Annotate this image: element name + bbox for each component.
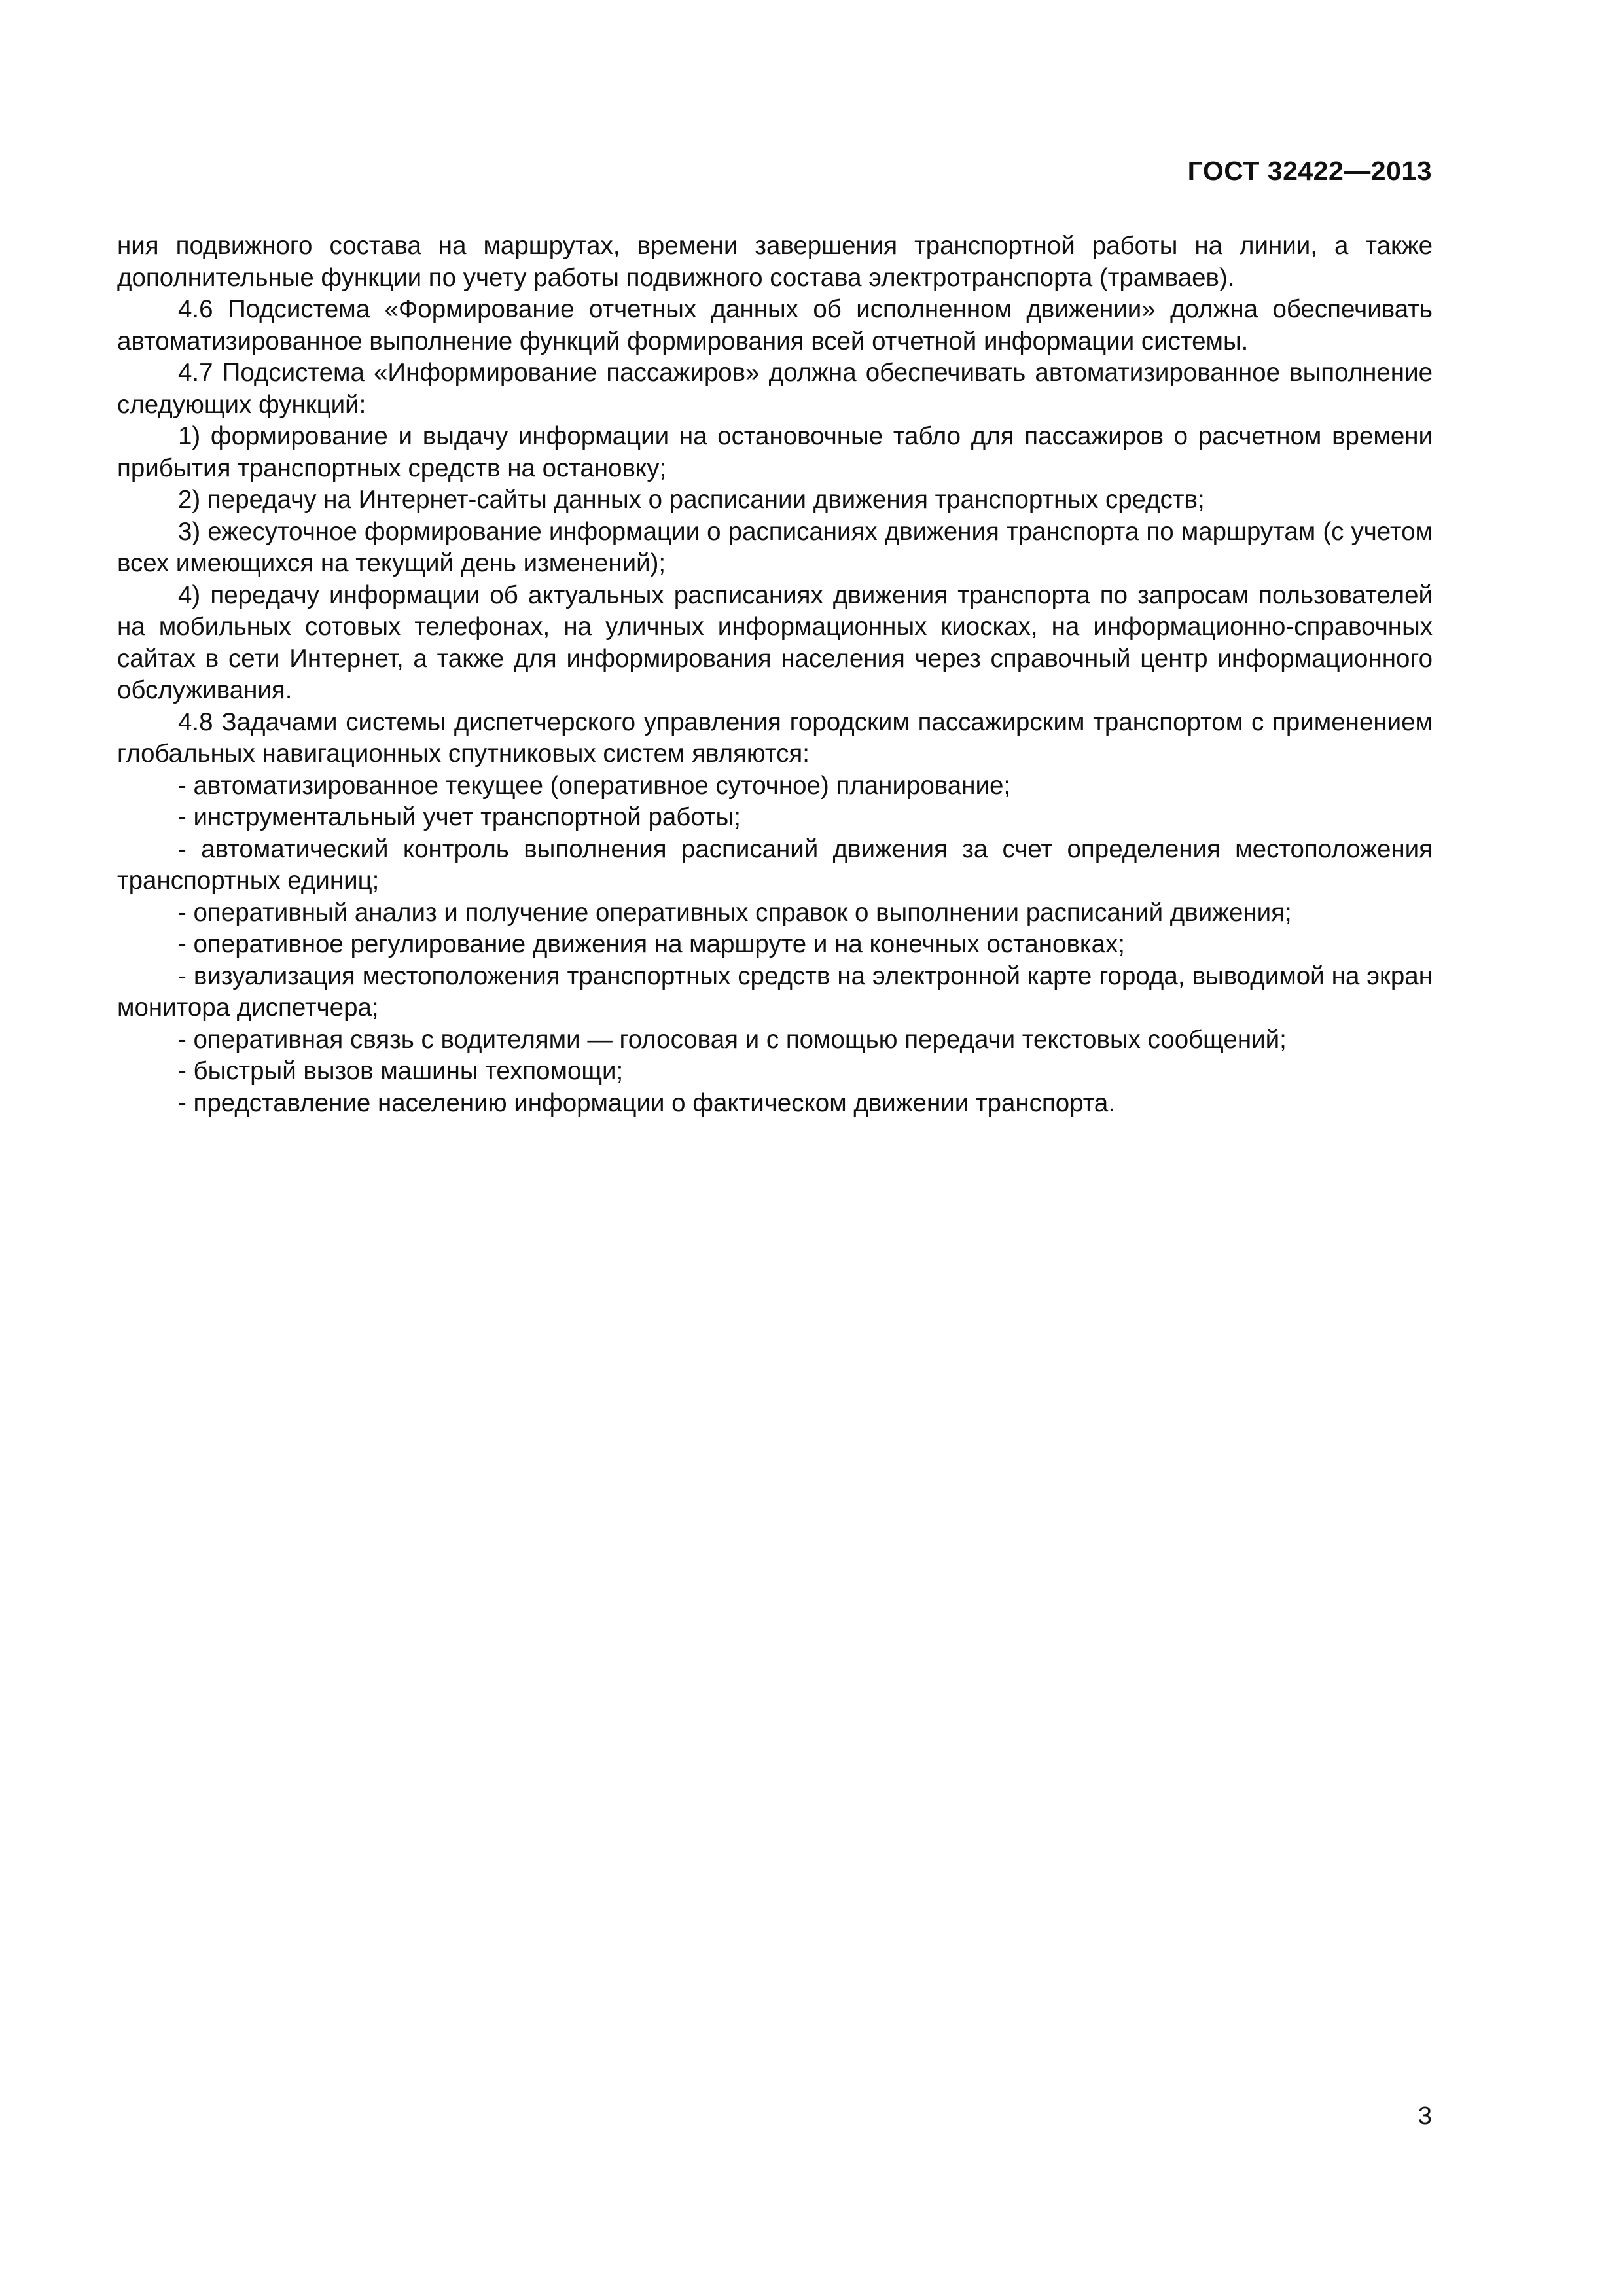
document-code-header: ГОСТ 32422—2013 [1187, 156, 1432, 186]
list-item-1: 1) формирование и выдачу информации на остановочные табло для пассажиров о расчетном времени прибытия транспортных средств на остановку; [117, 422, 1433, 482]
bullet-item-communication: - оперативная связь с водителями — голосовая и с помощью передачи текстовых сообщений; [178, 1025, 1287, 1054]
document-body [117, 230, 1433, 1119]
paragraph-continuation: ния подвижного состава на маршрутах, времени завершения транспортной работы на линии, а также дополнительные функции по учету работы подвижного состава электротранспорта (трамваев). [117, 232, 1433, 292]
bullet-item-analysis: - оперативный анализ и получение оперативных справок о выполнении расписаний движения; [178, 898, 1292, 927]
bullet-item-regulation: - оперативное регулирование движения на маршруте и на конечных остановках; [178, 930, 1125, 958]
paragraph-4-8: 4.8 Задачами системы диспетчерского управления городским пассажирским транспортом с применением глобальных навигационных спутниковых систем являются: [117, 708, 1433, 768]
list-item-3: 3) ежесуточное формирование информации о расписаниях движения транспорта по маршрутам (с учетом всех имеющихся на текущий день изменений); [117, 517, 1433, 577]
paragraph-4-7: 4.7 Подсистема «Информирование пассажиров» должна обеспечивать автоматизированное выполнение следующих функций: [117, 359, 1433, 419]
bullet-item-control: - автоматический контроль выполнения расписаний движения за счет определения местоположения транспортных единиц; [117, 834, 1433, 895]
page-number: 3 [1418, 2102, 1432, 2130]
paragraph-4-6: 4.6 Подсистема «Формирование отчетных данных об исполненном движении» должна обеспечивать автоматизированное выполнение функций формирования всей отчетной информации системы. [117, 295, 1433, 355]
list-item-2: 2) передачу на Интернет-сайты данных о расписании движения транспортных средств; [178, 486, 1205, 514]
list-item-4: 4) передачу информации об актуальных расписаниях движения транспорта по запросам пользователей на мобильных сотовых телефонах, на уличных информационных киосках, на информационно-справочных сайтах в сети Интернет, а также для информирования населения через справочный центр информационного обслуживания. [117, 581, 1433, 704]
bullet-item-accounting: - инструментальный учет транспортной работы; [178, 803, 741, 831]
bullet-item-public-information: - представление населению информации о фактическом движении транспорта. [178, 1088, 1116, 1117]
bullet-item-planning: - автоматизированное текущее (оперативное суточное) планирование; [178, 771, 1011, 800]
bullet-item-visualization: - визуализация местоположения транспортных средств на электронной карте города, выводимой на экран монитора диспетчера; [117, 961, 1433, 1022]
bullet-item-tech-assistance: - быстрый вызов машины техпомощи; [178, 1057, 624, 1085]
